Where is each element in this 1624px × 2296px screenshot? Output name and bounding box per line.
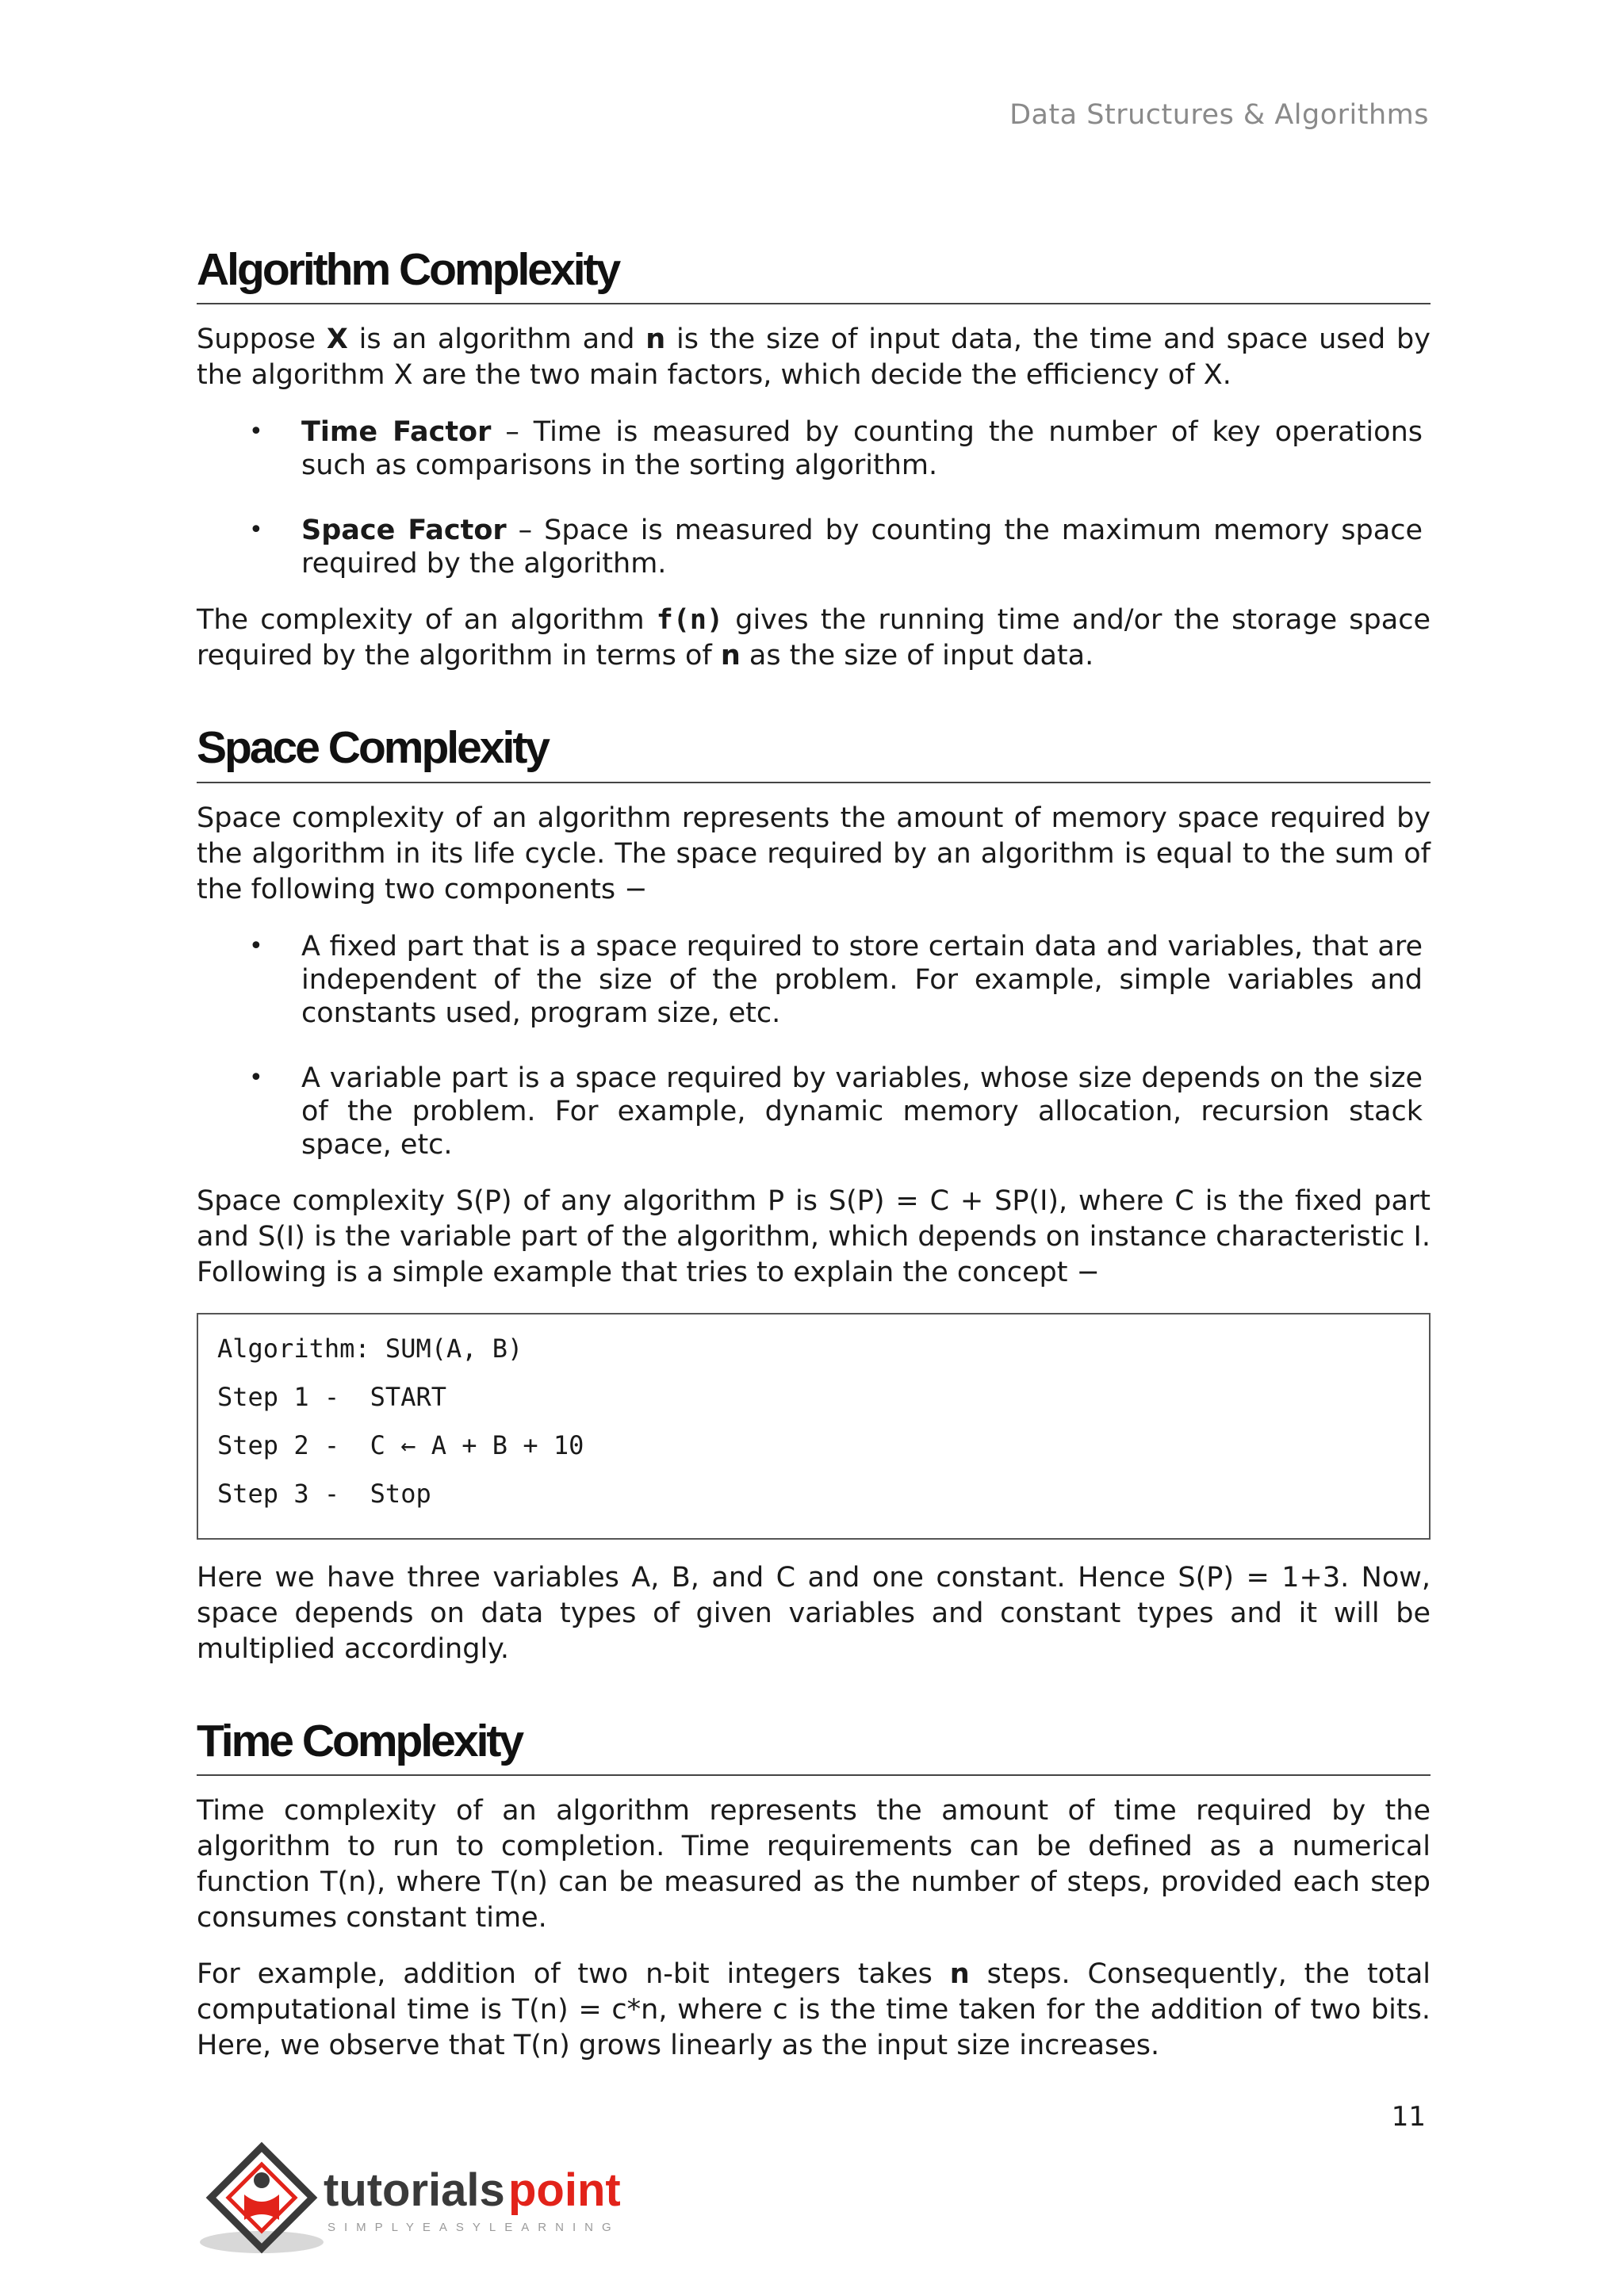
- running-header: Data Structures & Algorithms: [1009, 99, 1429, 131]
- code-line: Algorithm: SUM(A, B): [217, 1333, 523, 1364]
- tutorialspoint-logo: [197, 2133, 641, 2260]
- space-complexity-intro: Space complexity of an algorithm represents the amount of memory space required by the algorithm in its life cycle. The space required by an algorithm is equal to the sum of the following two components −: [197, 802, 1431, 905]
- code-block: [197, 1313, 1431, 1540]
- logo-text-point: point: [508, 2164, 621, 2216]
- list-item: • A variable part is a space required by variables, whose size depends on the size of the problem. For example, dynamic memory allocation, recursion stack space, etc.: [301, 1062, 1431, 1161]
- factor-list: [197, 415, 1431, 580]
- section-title-algorithm-complexity: Algorithm Complexity: [197, 242, 1431, 304]
- space-complexity-formula: Space complexity S(P) of any algorithm P is S(P) = C + SP(I), where C is the fixed part and S(I) is the variable part of the algorithm, which depends on instance characteristic I. Following is a simple example that tries to explain the concept −: [197, 1184, 1431, 1288]
- list-item: • A fixed part that is a space required to store certain data and variables, that are independent of the size of the problem. For example, simple variables and constants used, program size, etc.: [301, 930, 1431, 1030]
- code-line: Step 1 - START: [217, 1381, 446, 1412]
- space-complexity-explanation: Here we have three variables A, B, and C and one constant. Hence S(P) = 1+3. Now, space depends on data types of given variables and constant types and it will be multiplied accordingly.: [197, 1561, 1431, 1665]
- code-line: Step 2 - C ← A + B + 10: [217, 1429, 584, 1460]
- page-content: [197, 242, 1431, 2064]
- section-title-space-complexity: Space Complexity: [197, 720, 1431, 783]
- algorithm-complexity-intro: Suppose X is an algorithm and n is the size of input data, the time and space used by the algorithm X are the two main factors, which decide the efficiency of X.: [197, 323, 1431, 392]
- time-complexity-p1: Time complexity of an algorithm represents the amount of time required by the algorithm to run to completion. Time requirements can be defined as a numerical function T(n), where T(n) can be measured as the number of steps, provided each step consumes constant time.: [197, 1794, 1431, 1934]
- page-number: 11: [1391, 2101, 1426, 2133]
- component-list: [197, 930, 1431, 1161]
- list-item: • Space Factor – Space is measured by counting the maximum memory space required by the algorithm.: [301, 514, 1431, 580]
- section-title-time-complexity: Time Complexity: [197, 1713, 1431, 1776]
- logo-tagline: SIMPLYEASYLEARNING: [327, 2221, 620, 2234]
- algorithm-complexity-closing: The complexity of an algorithm f(n) gives the running time and/or the storage space required by the algorithm in terms of n as the size of input data.: [197, 604, 1431, 672]
- time-complexity-p2: For example, addition of two n-bit integers takes n steps. Consequently, the total computational time is T(n) = c*n, where c is the time taken for the addition of two bits. Here, we observe that T(n) grows linearly as the input size increases.: [197, 1957, 1431, 2061]
- logo-text-tutorials: tutorials: [324, 2164, 505, 2216]
- code-line: Step 3 - Stop: [217, 1478, 431, 1509]
- list-item: • Time Factor – Time is measured by counting the number of key operations such as comparisons in the sorting algorithm.: [301, 415, 1431, 482]
- logo-person-head: [254, 2172, 270, 2188]
